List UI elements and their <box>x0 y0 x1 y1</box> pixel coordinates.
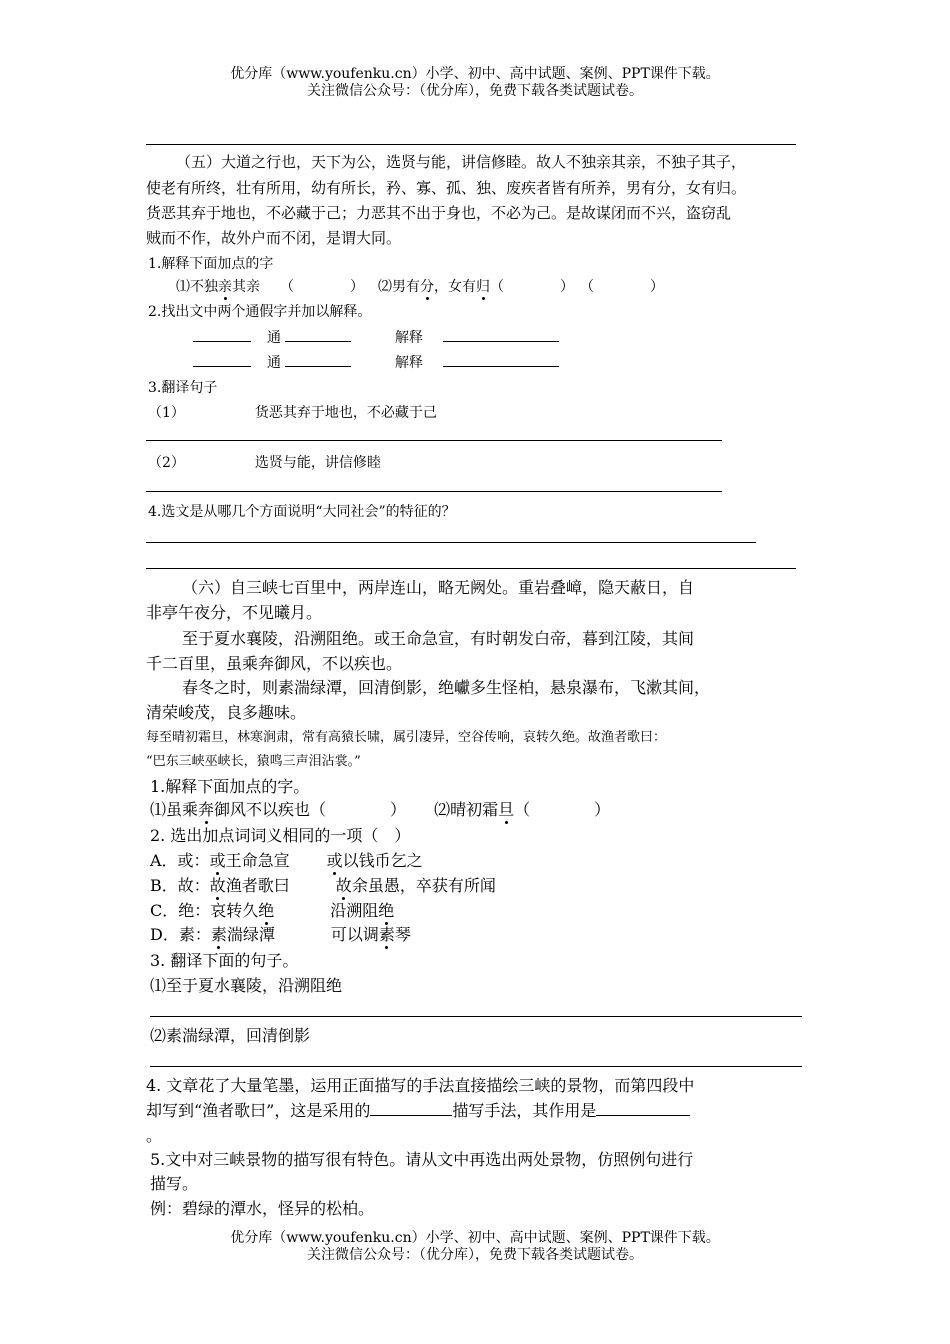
sec6-q5-line-1: 5.文中对三峡景物的描写很有特色。请从文中再选出两处景物，仿照例句进行 <box>150 1150 694 1169</box>
sec6-q2-optB-dotted-2: 故 <box>336 873 352 896</box>
sec6-para1-line-1: （六）自三峡七百里中，两岸连山，略无阙处。重岩叠嶂，隐天蔽日，自 <box>182 578 695 597</box>
sec6-q1-item2-answer[interactable]: （ ） <box>514 800 611 819</box>
sec5-q3-item-1 <box>148 402 437 422</box>
footer-line-2: 关注微信公众号：（优分库），免费下载各类试题试卷。 <box>307 1247 643 1263</box>
sec6-q1-title: 1.解释下面加点的字。 <box>150 777 310 796</box>
sec6-para1-line-2: 非亭午夜分，不见曦月。 <box>146 603 323 622</box>
sec6-q4-line-1: 4. 文章花了大量笔墨，运用正面描写的手法直接描绘三峡的景物，而第四段中 <box>146 1076 695 1095</box>
sec5-q2-row-1 <box>193 327 563 347</box>
sec6-para4-line-1: 每至晴初霜旦，林寒涧肃，常有高猿长啸，属引凄异，空谷传响，哀转久绝。故渔者歌曰： <box>146 730 667 745</box>
sec6-q3-item-2: ⑵素湍绿潭，回清倒影 <box>150 1026 311 1045</box>
sec5-q4-answer-line-2[interactable] <box>146 568 796 569</box>
sec6-q4-line-2 <box>146 1098 690 1121</box>
sec5-q3-answer-line-1[interactable] <box>146 440 722 441</box>
sec5-q1-item1-post: 其亲 <box>232 279 260 295</box>
sec6-q4-line-3: 。 <box>146 1126 163 1145</box>
sec5-q4-title: 4.选文是从哪几个方面说明“大同社会”的特征的？ <box>148 504 456 520</box>
sec5-q2-row2-char-blank[interactable] <box>193 365 251 367</box>
sec6-para2-line-2: 千二百里，虽乘奔御风，不以疾也。 <box>146 654 403 673</box>
sec6-q3-title: 3. 翻译下面的句子。 <box>150 951 299 970</box>
sec5-q3-item2-num: （2） <box>148 455 185 471</box>
sec5-q1-item1-pre: ⑴不独 <box>176 279 218 295</box>
sec5-passage-line-2: 使老有所终，壮有所用，幼有所长，矜、寡、孤、独、废疾者皆有所养，男有分，女有归。 <box>146 179 747 197</box>
sec6-q2-optB-text-1: 渔者歌曰 <box>225 876 290 895</box>
sec5-q1-title: 1.解释下面加点的字 <box>148 256 274 272</box>
sec5-q3-answer-line-2[interactable] <box>146 491 722 492</box>
sec5-q1-item1-dotted-char: 亲 <box>218 276 232 296</box>
sec5-q3-item1-text: 货恶其弃于地也，不必藏于己 <box>254 405 437 421</box>
sec6-q1-item1-pre: ⑴虽乘 <box>150 800 199 819</box>
sec6-q2-optB-text-2: 余虽愚，卒获有所闻 <box>351 876 496 895</box>
sec5-q2-row2-tong-blank[interactable] <box>285 365 351 367</box>
sec6-para4-line-2: “巴东三峡巫峡长，猿鸣三声泪沾裳。” <box>146 754 361 769</box>
sec6-q4-technique-blank[interactable] <box>370 1114 452 1116</box>
sec6-q1-item2-pre: ⑵晴初霜 <box>434 800 499 819</box>
sec5-q4-answer-line-1[interactable] <box>146 542 756 543</box>
sec6-q2-option-a[interactable] <box>150 848 423 871</box>
sec6-para3-line-2: 清荣峻茂，良多趣味。 <box>146 703 307 722</box>
sec6-q2-optD-label: D．素： <box>150 925 211 944</box>
page-header <box>0 66 950 100</box>
sec6-q2-optB-dotted-1: 故 <box>210 873 226 896</box>
sec5-q3-item-2 <box>148 452 381 472</box>
sec6-q2-optC-label: C．绝： <box>150 901 211 920</box>
sec6-q1-item2-dotted-char: 旦 <box>498 797 514 820</box>
sec6-q2-option-d[interactable] <box>150 922 411 945</box>
sec6-q2-title: 2. 选出加点词词义相同的一项（ ） <box>150 826 411 845</box>
sec6-q1-item1-post: 御风不以疾也 <box>214 800 311 819</box>
sec6-q1-item1-dotted-char: 奔 <box>198 797 214 820</box>
sec5-q2-row1-jieshi-blank[interactable] <box>443 340 559 342</box>
sec5-q1-items <box>176 276 664 296</box>
sec6-q4-line2-mid: 描写手法，其作用是 <box>452 1101 597 1120</box>
sec5-q2-row2-jieshi: 解释 <box>395 355 423 371</box>
sec5-passage-line-3: 货恶其弃于地也，不必藏于己；力恶其不出于身也，不必为己。是故谋闭而不兴，盗窃乱 <box>146 204 732 222</box>
header-rule <box>146 144 796 145</box>
sec6-para2-line-1: 至于夏水襄陵，沿溯阻绝。或王命急宣，有时朝发白帝，暮到江陵，其间 <box>182 629 695 648</box>
sec5-q2-row2-jieshi-blank[interactable] <box>443 365 559 367</box>
sec6-q5-example: 例：碧绿的潭水，怪异的松柏。 <box>150 1199 375 1218</box>
sec6-q2-optC-dotted-1: 绝 <box>258 898 274 921</box>
sec6-q1-item1-answer[interactable]: （ ） <box>310 800 407 819</box>
sec5-q1-item1-answer[interactable]: （ ） <box>280 279 364 295</box>
sec6-q2-optD-text-1: 湍绿潭 <box>226 925 275 944</box>
sec6-q2-optC-text-1: 哀转久 <box>210 901 259 920</box>
sec6-q2-optA-text-1: 王命急宣 <box>225 851 290 870</box>
page-footer <box>0 1230 950 1264</box>
sec5-q1-item2-answer-1[interactable]: （ ） <box>490 279 574 295</box>
sec6-q3-item-1: ⑴至于夏水襄陵，沿溯阻绝 <box>150 976 343 995</box>
sec5-q1-item2-answer-2[interactable]: （ ） <box>580 279 664 295</box>
sec6-q4-effect-blank[interactable] <box>596 1114 690 1116</box>
sec5-q2-row1-jieshi: 解释 <box>395 330 423 346</box>
sec5-q2-row1-tong-blank[interactable] <box>285 340 351 342</box>
sec6-q2-optD-text-3: 琴 <box>394 925 411 944</box>
sec6-q2-option-c[interactable] <box>150 898 394 921</box>
sec5-q1-item2-pre: ⑵男有 <box>378 279 420 295</box>
sec5-q1-item2-mid: ，女有 <box>434 279 476 295</box>
sec6-q4-line2-pre: 却写到“渔者歌曰”，这是采用的 <box>146 1101 371 1120</box>
sec6-q2-optA-label: A．或： <box>150 851 210 870</box>
sec5-q3-title: 3.翻译句子 <box>148 380 218 396</box>
sec6-q2-optA-dotted-2: 或 <box>327 848 343 871</box>
sec6-q2-optA-dotted-1: 或 <box>210 848 226 871</box>
sec6-para3-line-1: 春冬之时，则素湍绿潭，回清倒影，绝巘多生怪柏，悬泉瀑布，飞漱其间， <box>182 678 711 697</box>
sec6-q2-optB-label: B．故： <box>150 876 210 895</box>
sec5-passage-line-1: （五）大道之行也，天下为公，选贤与能，讲信修睦。故人不独亲其亲，不独子其子， <box>176 153 747 171</box>
sec6-q2-optA-text-2: 以钱币乞之 <box>342 851 423 870</box>
sec5-q2-row2-tong: 通 <box>267 355 281 371</box>
sec6-q3-answer-line-2[interactable] <box>150 1066 802 1067</box>
sec6-q2-optC-text-2: 沿溯阻 <box>330 901 379 920</box>
sec6-q3-answer-line-1[interactable] <box>150 1016 802 1017</box>
sec5-q2-row1-tong: 通 <box>267 330 281 346</box>
sec5-q3-item1-num: （1） <box>148 405 185 421</box>
sec6-q2-optC-dotted-2: 绝 <box>378 898 394 921</box>
sec5-q3-item2-text: 选贤与能，讲信修睦 <box>254 455 381 471</box>
sec5-q2-row1-char-blank[interactable] <box>193 340 251 342</box>
sec5-q1-item2-dotted-char-1: 分 <box>420 276 434 296</box>
sec6-q2-optD-dotted-2: 素 <box>379 922 395 945</box>
sec6-q5-line-2: 描写。 <box>150 1174 199 1193</box>
header-line-2: 关注微信公众号：（优分库），免费下载各类试题试卷。 <box>307 83 643 99</box>
sec5-q2-row-2 <box>193 352 563 372</box>
sec6-q2-option-b[interactable] <box>150 873 496 896</box>
header-line-1: 优分库（www.youfenku.cn）小学、初中、高中试题、案例、PPT课件下载。 <box>230 66 720 82</box>
sec6-q2-optD-text-2: 可以调 <box>330 925 379 944</box>
sec5-passage-line-4: 贼而不作，故外户而不闭，是谓大同。 <box>146 229 402 247</box>
sec6-q2-optD-dotted-1: 素 <box>211 922 227 945</box>
footer-line-1: 优分库（www.youfenku.cn）小学、初中、高中试题、案例、PPT课件下载。 <box>230 1230 720 1246</box>
sec6-q1-items <box>150 797 610 820</box>
sec5-q1-item2-dotted-char-2: 归 <box>476 276 490 296</box>
sec5-q2-title: 2.找出文中两个通假字并加以解释。 <box>148 304 372 320</box>
